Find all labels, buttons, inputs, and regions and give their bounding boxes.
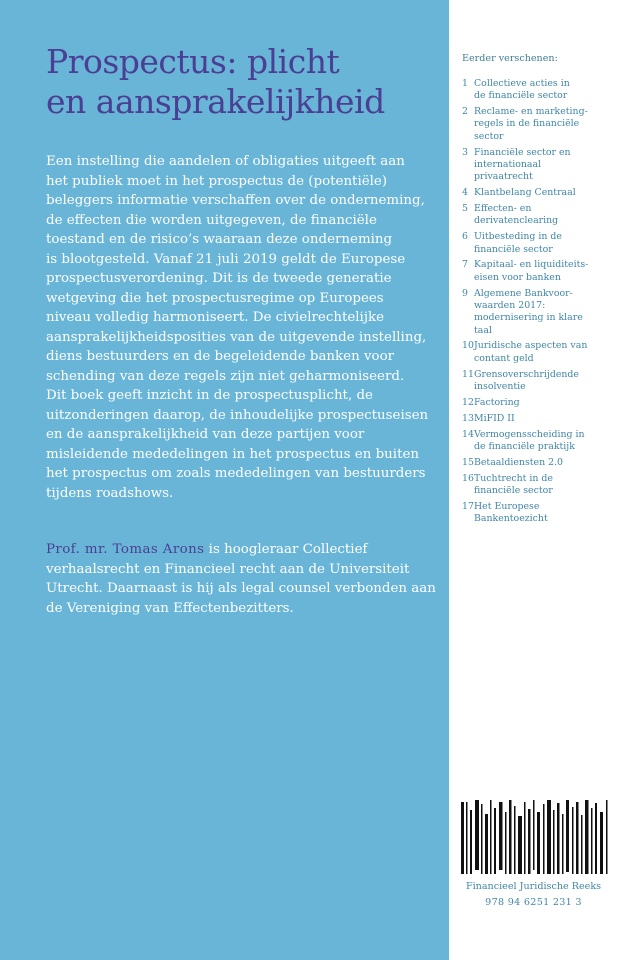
series-title [474, 397, 614, 409]
series-title-line: Financiële sector en [474, 146, 571, 158]
blurb-line: niveau volledig harmoniseert. De civielrechtelijke [46, 310, 385, 325]
series-title-line: waarden 2017: [474, 299, 546, 311]
series-name: Financieel Juridische Reeks [465, 881, 602, 892]
blurb-line: misleidende mededelingen in het prospectus en buiten [46, 446, 419, 462]
blurb-line: Dit boek geeft inzicht in de prospectusplicht, de [46, 388, 373, 403]
blurb-line: tijdens roadshows. [46, 485, 174, 501]
series-title [474, 473, 614, 498]
series-title-line: de financiële praktijk [474, 440, 575, 452]
blurb-line: de effecten die worden uitgegeven, de financiële [46, 212, 377, 228]
blurb-line: toestand en de risico’s waaraan deze onderneming [46, 232, 393, 247]
series-title [474, 369, 614, 394]
series-number: 17 [462, 500, 474, 512]
blurb-line: schending van deze regels zijn niet geharmoniseerd. [46, 368, 405, 384]
series-title [474, 106, 614, 143]
blurb-line: wetgeving die het prospectusregime op Europees [46, 290, 384, 306]
series-title-line: modernisering in klare [474, 312, 583, 324]
series-title [474, 203, 614, 228]
series-item [462, 457, 614, 469]
series-item [462, 340, 614, 365]
series-number: 14 [462, 428, 474, 440]
series-title [474, 340, 614, 365]
series-title-line: financiële sector [474, 484, 553, 496]
barcode [455, 800, 613, 874]
series-title [474, 147, 614, 184]
series-title [474, 187, 614, 199]
blurb-line: Een instelling die aandelen of obligaties uitgeeft aan [46, 154, 405, 169]
series-number: 2 [462, 106, 468, 118]
series-heading: Eerder verschenen: [462, 53, 558, 64]
book-title [46, 42, 441, 122]
author-bio-line: de Vereniging van Effectenbezitters. [46, 600, 294, 616]
series-title-line: insolventie [474, 380, 526, 392]
series-title [474, 231, 614, 256]
series-title [474, 78, 614, 103]
series-title-line: Tuchtrecht in de [474, 472, 553, 484]
series-title-line: privaatrecht [474, 171, 533, 183]
author-bio-text: is hoogleraar Collectief [204, 542, 368, 557]
series-title [474, 259, 614, 284]
series-title-line: Bankentoezicht [474, 513, 548, 525]
series-number: 9 [462, 287, 468, 299]
series-title-line: eisen voor banken [474, 271, 561, 283]
series-title-line: Kapitaal- en liquiditeits- [474, 259, 589, 271]
series-list [462, 78, 614, 529]
series-title [474, 501, 614, 526]
author-name: Prof. mr. Tomas Arons [46, 542, 205, 557]
blurb-line: prospectusverordening. Dit is de tweede generatie [46, 271, 392, 286]
series-number: 11 [462, 368, 474, 380]
title-line: en aansprakelijkheid [46, 82, 385, 121]
series-item [462, 501, 614, 526]
series-title-line: contant geld [474, 352, 534, 364]
series-title-line: Collectieve acties in [474, 78, 570, 89]
blurb-line: diens bestuurders en de begeleidende banken voor [46, 349, 395, 364]
series-number: 10 [462, 340, 474, 352]
series-number: 5 [462, 203, 468, 215]
series-item [462, 187, 614, 199]
series-title-line: Algemene Bankvoor- [474, 287, 573, 299]
series-title-line: taal [474, 324, 492, 336]
series-title-line: sector [474, 130, 504, 142]
series-title-line: Reclame- en marketing- [474, 106, 588, 118]
author-bio-line: Utrecht. Daarnaast is hij als legal counsel verbonden aan [46, 581, 436, 596]
series-number: 12 [462, 396, 474, 408]
series-title [474, 288, 614, 337]
series-number: 15 [462, 456, 474, 468]
author-bio-line [46, 540, 441, 560]
author-bio-line: verhaalsrecht en Financieel recht aan de Universiteit [46, 561, 410, 577]
series-title-line: MiFID II [474, 412, 515, 424]
series-item [462, 203, 614, 228]
series-title-line: regels in de financiële [474, 118, 580, 130]
series-title [474, 413, 614, 425]
series-item [462, 397, 614, 409]
series-number: 7 [462, 259, 468, 271]
blurb-line: het prospectus om zoals mededelingen van bestuurders [46, 466, 426, 481]
series-title-line: Grensoverschrijdende [474, 368, 579, 380]
series-title-line: Het Europese [474, 500, 540, 512]
blurb-line: aansprakelijkheidsposities van de uitgevende instelling, [46, 329, 427, 345]
blurb [46, 152, 441, 503]
series-item [462, 288, 614, 337]
series-number: 13 [462, 412, 474, 424]
series-item [462, 231, 614, 256]
series-number: 6 [462, 231, 468, 243]
series-number: 3 [462, 146, 468, 158]
series-item [462, 429, 614, 454]
isbn: 978 94 6251 231 3 [485, 897, 582, 908]
series-number: 1 [462, 78, 468, 89]
blurb-line: en de aansprakelijkheid van deze partijen voor [46, 427, 365, 442]
blurb-line: is blootgesteld. Vanaf 21 juli 2019 geldt de Europese [46, 251, 406, 267]
series-title-line: Factoring [474, 396, 520, 408]
series-title-line: Klantbelang Centraal [474, 187, 576, 199]
series-number: 4 [462, 187, 468, 199]
series-item [462, 369, 614, 394]
blurb-line: uitzonderingen daarop, de inhoudelijke prospectuseisen [46, 407, 429, 423]
blurb-line: beleggers informatie verschaffen over de onderneming, [46, 193, 425, 208]
series-title [474, 429, 614, 454]
series-title-line: Juridische aspecten van [474, 340, 588, 352]
series-item [462, 78, 614, 103]
blurb-line: het publiek moet in het prospectus de (potentiële) [46, 173, 388, 189]
series-title-line: internationaal [474, 158, 542, 170]
series-item [462, 106, 614, 143]
series-item [462, 413, 614, 425]
series-title-line: Uitbesteding in de [474, 231, 562, 243]
author-bio [46, 540, 441, 618]
series-title-line: Betaaldiensten 2.0 [474, 456, 564, 468]
series-title-line: Effecten- en [474, 203, 532, 215]
series-title-line: Vermogensscheiding in [474, 428, 585, 440]
series-item [462, 473, 614, 498]
series-title-line: derivatenclearing [474, 215, 559, 227]
title-line: Prospectus: plicht [46, 42, 340, 81]
series-title-line: financiële sector [474, 243, 553, 255]
series-number: 16 [462, 472, 474, 484]
series-title [474, 457, 614, 469]
series-title-line: de financiële sector [474, 90, 568, 102]
series-item [462, 147, 614, 184]
series-item [462, 259, 614, 284]
